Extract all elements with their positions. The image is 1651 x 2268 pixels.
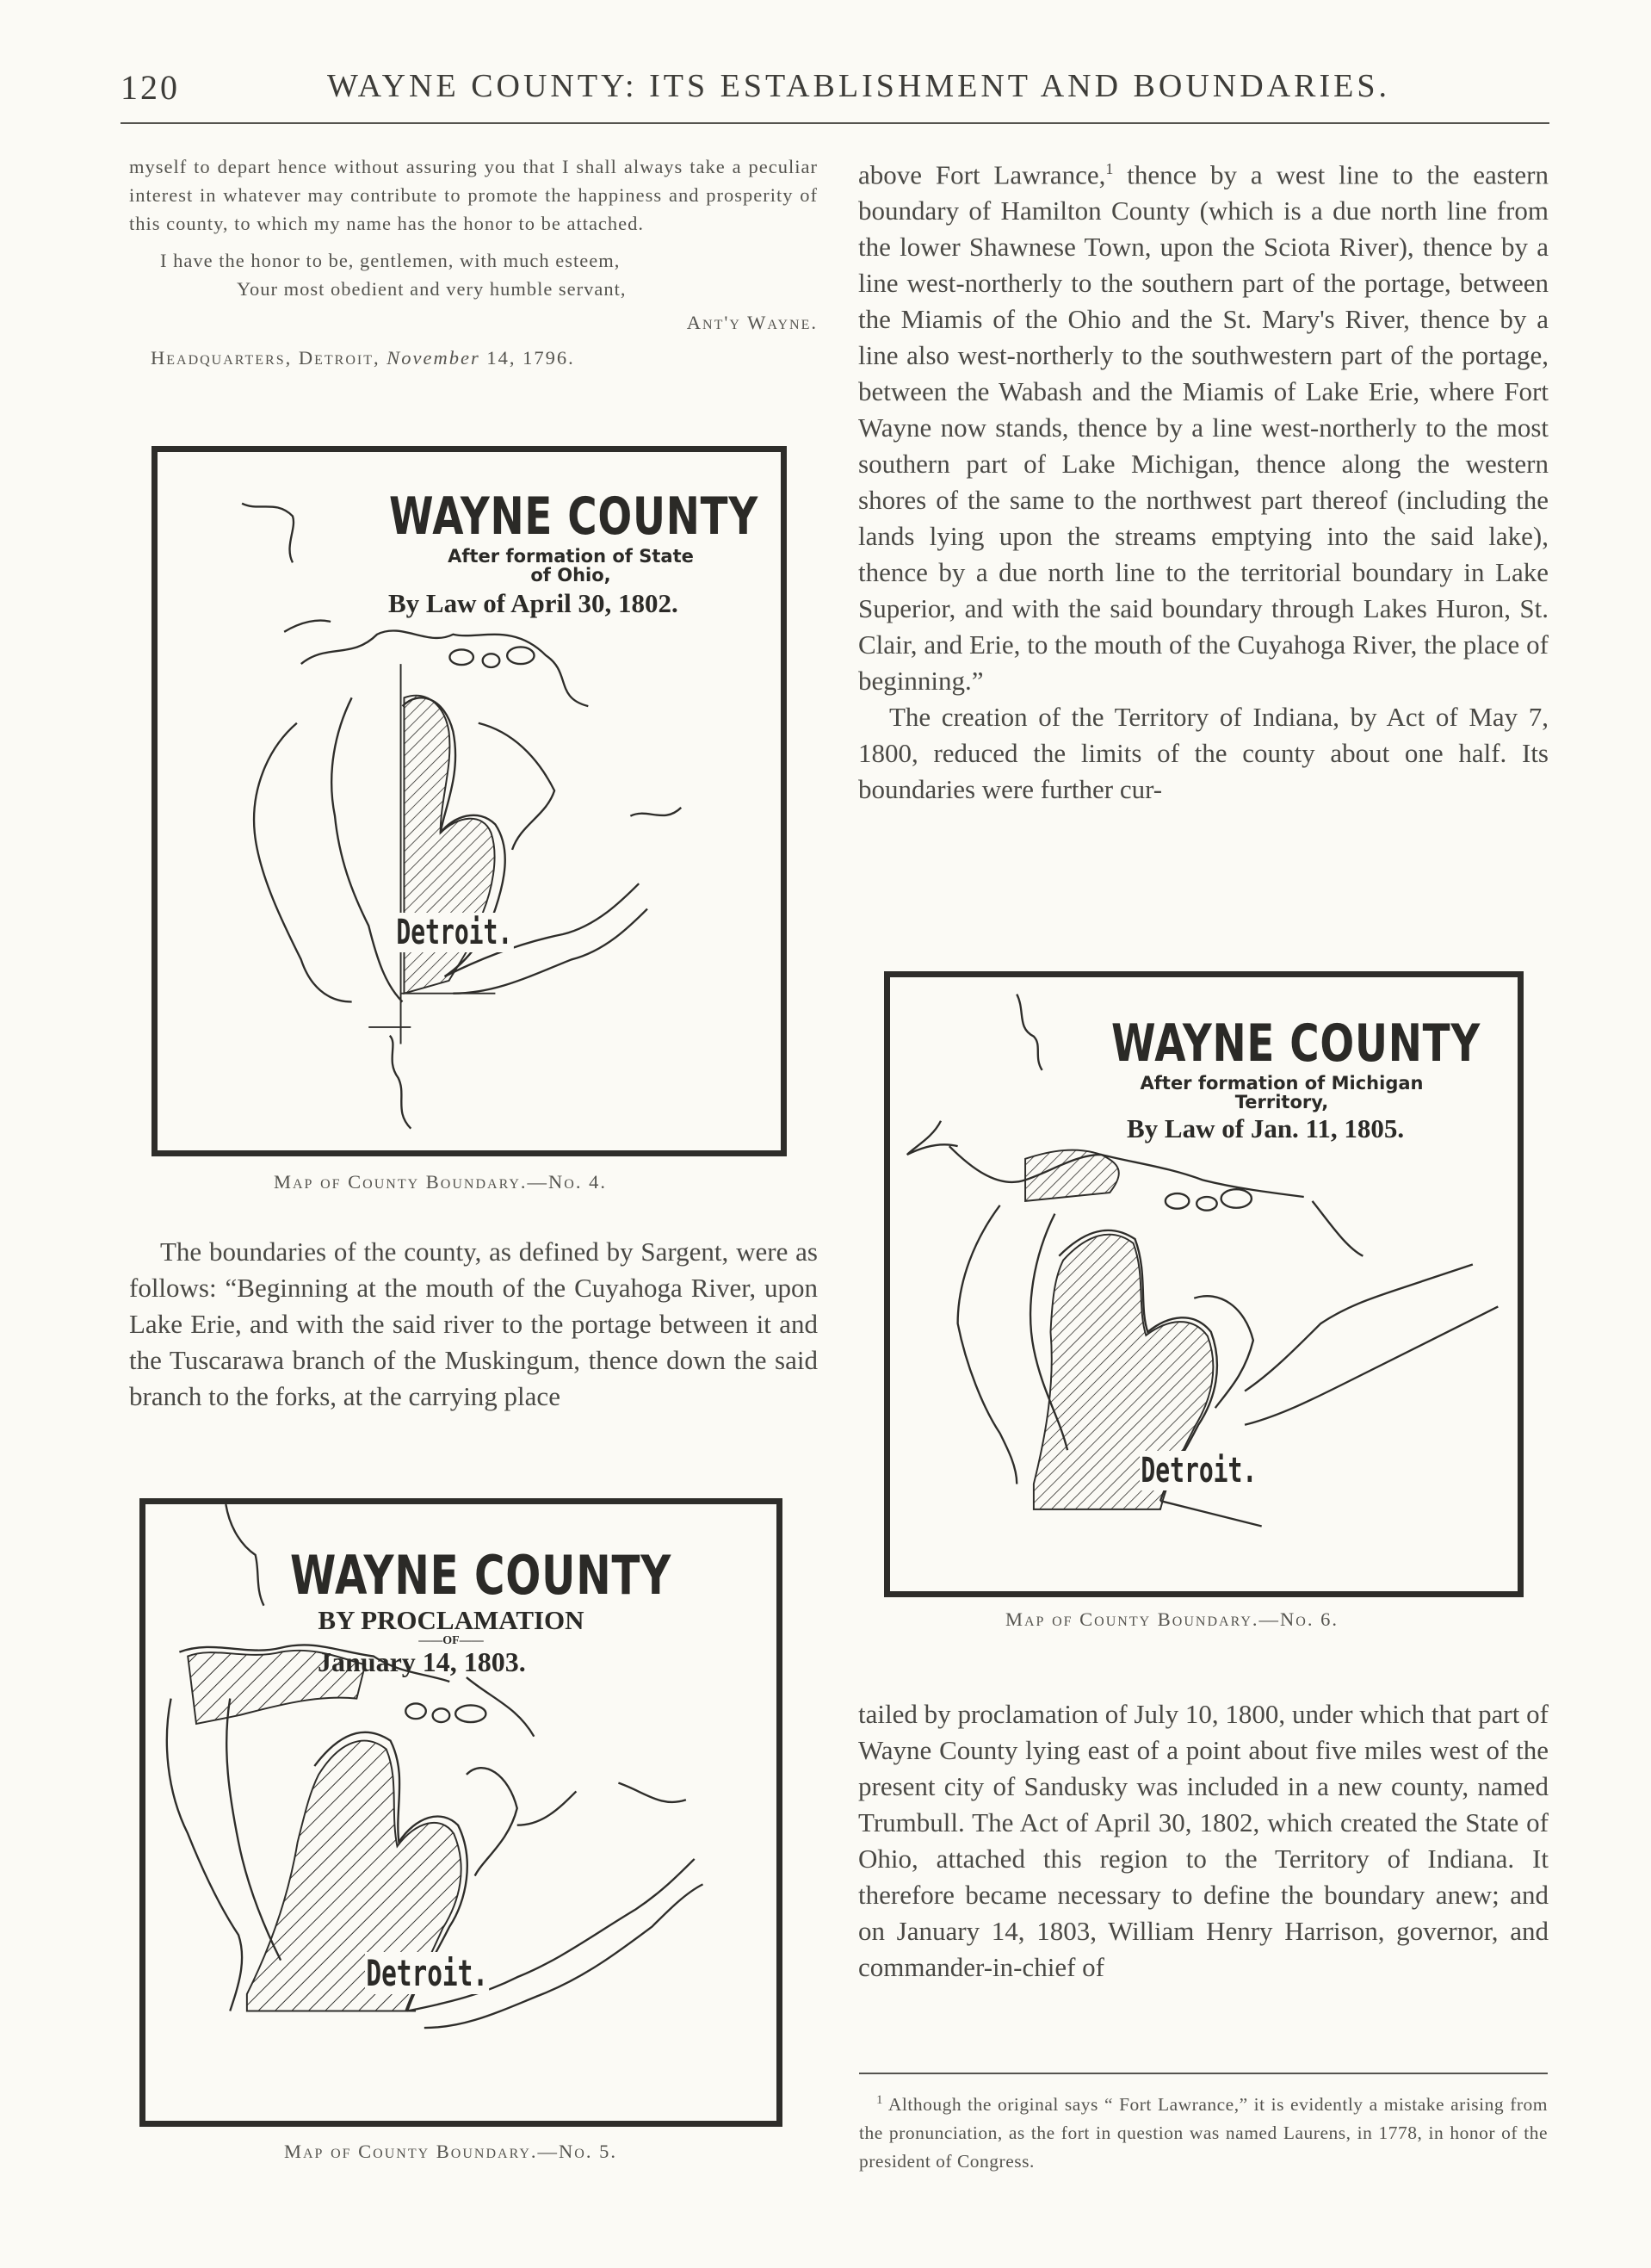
map-4-subtitle bbox=[429, 547, 713, 585]
letter-closing-1: I have the honor to be, gentlemen, with much esteem, bbox=[160, 250, 621, 271]
map-4-caption: Map of County Boundary.—No. 4. bbox=[274, 1171, 607, 1193]
dateline-place: Headquarters, Detroit, bbox=[151, 347, 380, 369]
map-5-subtitle-1: BY PROCLAMATION bbox=[318, 1605, 584, 1635]
page-number: 120 bbox=[121, 68, 180, 107]
map-5-title: WAYNE COUNTY bbox=[290, 1544, 672, 1607]
map-5-law: January 14, 1803. bbox=[318, 1646, 526, 1677]
map-5-caption: Map of County Boundary.—No. 5. bbox=[284, 2141, 617, 2162]
curtailed-text: tailed by proclamation of July 10, 1800, under which that part of Wayne County lying east of a point about five miles west of the present city of Sandusky was included in a new county, named Trumbull. The Act of April 30, 1802, which created the State of Ohio, attached this region to the Territory of Indiana. It therefore became necessary to define the boundary anew; and on January 14, 1803, William Henry Harrison, governor, and commander-in-chief of bbox=[858, 1699, 1549, 1982]
running-title: WAYNE COUNTY: ITS ESTABLISHMENT AND BOUNDARIES. bbox=[327, 68, 1390, 104]
boundary-continuation bbox=[858, 151, 1549, 699]
footnote-marker: 1 bbox=[876, 2093, 883, 2107]
map-6-subtitle-1: After formation of Michigan bbox=[1140, 1073, 1424, 1094]
map-4 bbox=[151, 446, 787, 1156]
map-6-city-label: Detroit. bbox=[1141, 1451, 1258, 1490]
right-column-text bbox=[858, 151, 1549, 808]
map-6-subtitle-2: Territory, bbox=[1234, 1092, 1329, 1112]
footnote bbox=[859, 2086, 1548, 2176]
sargent-text: The boundaries of the county, as defined by Sargent, were as follows: “Beginning at the mouth of the Cuyahoga River, upon Lake Erie, and with the said river to the portage between it and the Tuscarawa branch of the Muskingum, thence down the said branch to the forks, at the carrying place bbox=[129, 1236, 818, 1411]
map-4-subtitle-2: of Ohio, bbox=[530, 565, 611, 586]
footnote-text: Although the original says “ Fort Lawrance,” it is evidently a mistake arising from the pronunciation, as the fort in question was named Laurens, in 1778, in honor of the president of Congress. bbox=[859, 2094, 1548, 2172]
map-6-law: By Law of Jan. 11, 1805. bbox=[1127, 1113, 1405, 1143]
map-6 bbox=[884, 971, 1524, 1597]
footnote-rule bbox=[859, 2073, 1548, 2074]
letter-text: myself to depart hence without assuring you that I shall always take a peculiar interest in whatever may contribute to promote the happiness and prosperity of this county, to which my name has the honor to be attached. bbox=[129, 156, 818, 234]
map-5-subtitle bbox=[309, 1606, 593, 1647]
map-5 bbox=[139, 1498, 782, 2127]
map-6-subtitle bbox=[1118, 1074, 1445, 1112]
sargent-paragraph bbox=[129, 1234, 818, 1415]
map-5-subtitle-2: ——OF—— bbox=[418, 1634, 484, 1647]
letter-closing-2: Your most obedient and very humble servant, bbox=[237, 278, 627, 300]
indiana-paragraph: The creation of the Territory of Indiana, by Act of May 7, 1800, reduced the limits of the county about one half. Its boundaries were further cur- bbox=[858, 702, 1549, 805]
page-header bbox=[121, 67, 1549, 110]
map-4-title: WAYNE COUNTY bbox=[389, 486, 759, 547]
dateline-date: 14, 1796. bbox=[486, 347, 575, 369]
map-4-subtitle-1: After formation of State bbox=[448, 546, 694, 567]
letter-excerpt bbox=[129, 152, 818, 372]
letter-dateline bbox=[129, 344, 818, 372]
header-rule bbox=[121, 122, 1549, 124]
dateline-month: November bbox=[386, 347, 480, 369]
curtailed-paragraph bbox=[858, 1696, 1549, 1986]
map-6-title: WAYNE COUNTY bbox=[1111, 1013, 1481, 1074]
map-4-law: By Law of April 30, 1802. bbox=[388, 588, 678, 618]
letter-signature: Ant'y Wayne. bbox=[686, 312, 818, 333]
map-6-caption: Map of County Boundary.—No. 6. bbox=[1005, 1608, 1339, 1630]
footnote-ref: 1 bbox=[1105, 160, 1114, 177]
map-4-city-label: Detroit. bbox=[396, 913, 513, 952]
continuation-start: above Fort Lawrance, bbox=[858, 159, 1106, 190]
continuation-rest: thence by a west line to the eastern boundary of Hamilton County (which is a due north line from the lower Shawnese Town, upon the Sciota River), thence by a line west-northerly to the southern part of the portage, between the Miamis of the Ohio and the St. Mary's River, thence by a line also west-northerly to the southwestern part of the portage, between the Wabash and the Miamis of Lake Erie, where Fort Wayne now stands, thence by a line west-northerly to the most southern part of Lake Michigan, thence along the western shores of the same to the northwest part thereof (including the lands lying upon the streams emptying into the said lake), thence by a due north line to the territorial boundary in Lake Superior, and with the said boundary through Lakes Huron, St. Clair, and Erie, to the mouth of the Cuyahoga River, the place of beginning.” bbox=[858, 159, 1549, 697]
map-5-city-label: Detroit. bbox=[366, 1952, 489, 1994]
